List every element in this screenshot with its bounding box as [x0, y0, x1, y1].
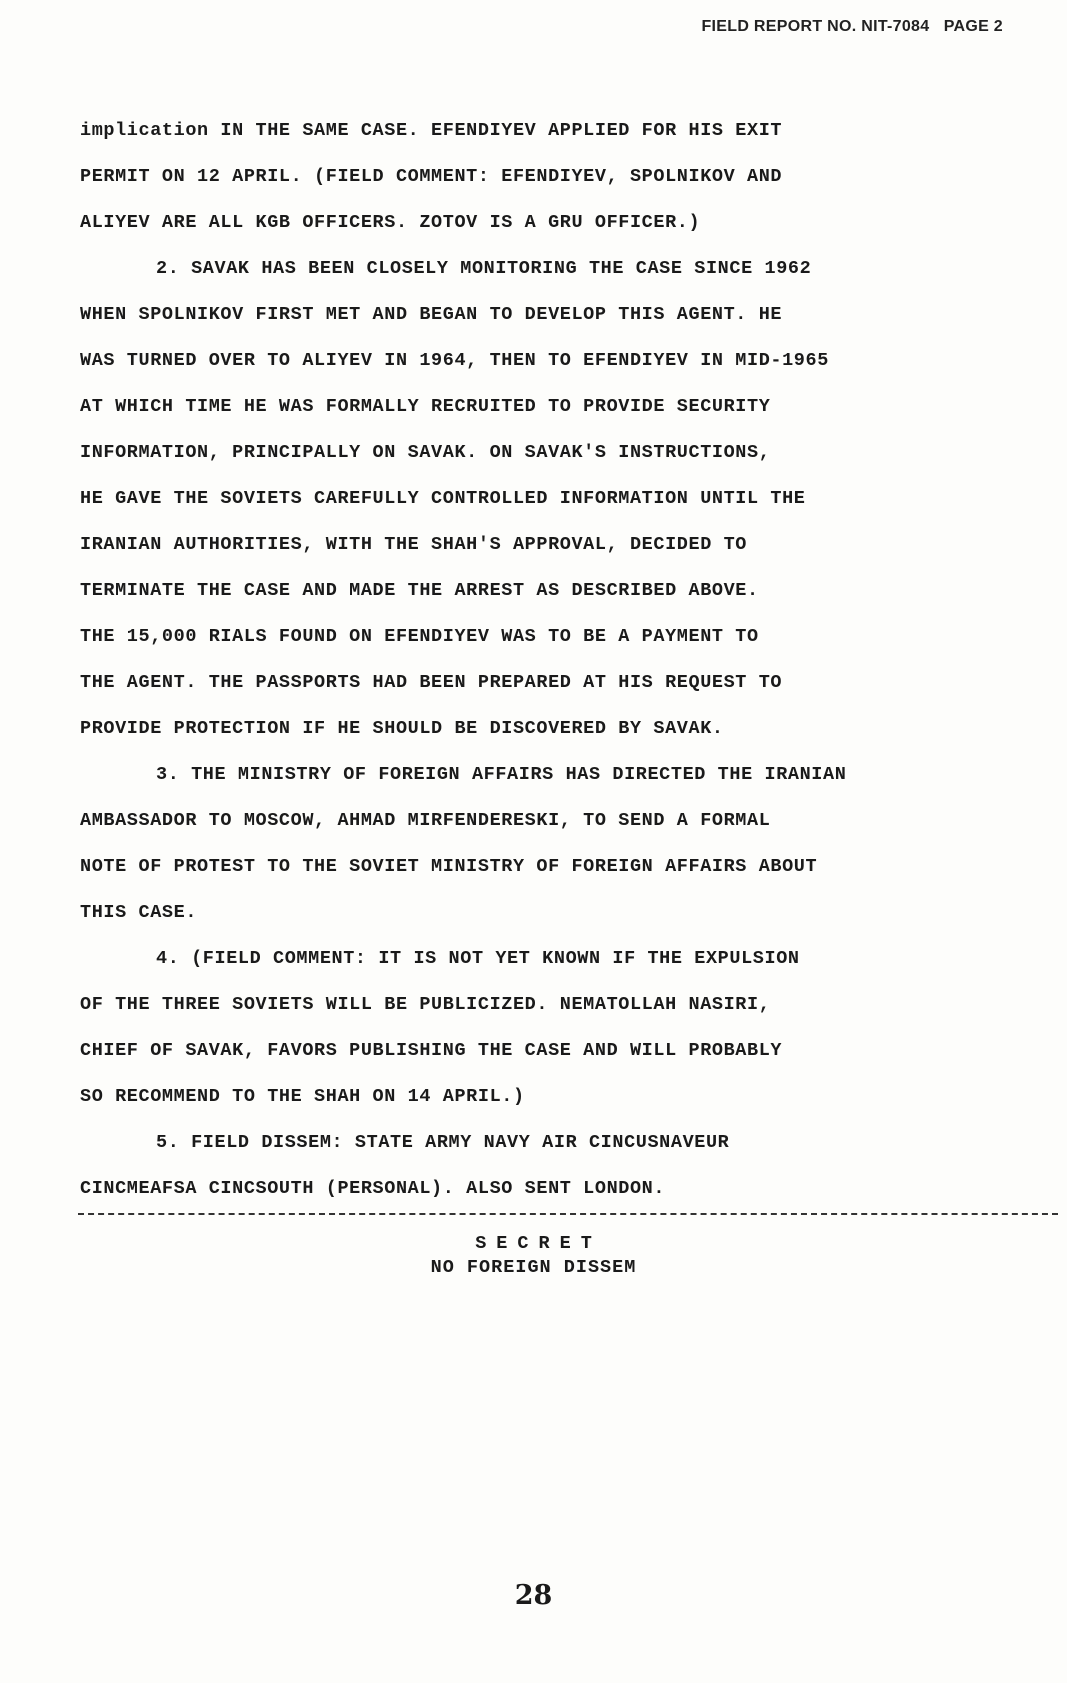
body-line: AMBASSADOR TO MOSCOW, AHMAD MIRFENDERESKI, TO SEND A FORMAL	[80, 810, 771, 831]
divider-rule	[78, 1213, 1058, 1215]
body-line: WHEN SPOLNIKOV FIRST MET AND BEGAN TO DEVELOP THIS AGENT. HE	[80, 304, 783, 325]
body-line: INFORMATION, PRINCIPALLY ON SAVAK. ON SAVAK'S INSTRUCTIONS,	[80, 442, 771, 463]
report-body	[80, 108, 1000, 1212]
body-line: THIS CASE.	[80, 902, 198, 923]
body-line: TERMINATE THE CASE AND MADE THE ARREST AS DESCRIBED ABOVE.	[80, 580, 759, 601]
body-line: CINCMEAFSA CINCSOUTH (PERSONAL). ALSO SENT LONDON.	[80, 1178, 666, 1199]
page-number: 28	[514, 1580, 553, 1611]
body-line: PERMIT ON 12 APRIL. (FIELD COMMENT: EFENDIYEV, SPOLNIKOV AND	[80, 166, 783, 187]
page-label: PAGE 2	[943, 18, 1003, 35]
report-number: FIELD REPORT NO. NIT-7084	[701, 18, 930, 35]
body-line: THE 15,000 RIALS FOUND ON EFENDIYEV WAS TO BE A PAYMENT TO	[80, 626, 759, 647]
body-line: PROVIDE PROTECTION IF HE SHOULD BE DISCOVERED BY SAVAK.	[80, 718, 724, 739]
body-line: HE GAVE THE SOVIETS CAREFULLY CONTROLLED INFORMATION UNTIL THE	[80, 488, 806, 509]
classification-block	[0, 1232, 1067, 1280]
classification-marking: SECRET	[475, 1233, 602, 1254]
body-line: THE AGENT. THE PASSPORTS HAD BEEN PREPARED AT HIS REQUEST TO	[80, 672, 783, 693]
body-line: WAS TURNED OVER TO ALIYEV IN 1964, THEN TO EFENDIYEV IN MID-1965	[80, 350, 829, 371]
paragraph-5-start: 5. FIELD DISSEM: STATE ARMY NAVY AIR CINCUSNAVEUR	[156, 1132, 730, 1153]
report-header	[701, 18, 1003, 36]
body-line: CHIEF OF SAVAK, FAVORS PUBLISHING THE CASE AND WILL PROBABLY	[80, 1040, 783, 1061]
paragraph-3-start: 3. THE MINISTRY OF FOREIGN AFFAIRS HAS DIRECTED THE IRANIAN	[156, 764, 847, 785]
body-line: AT WHICH TIME HE WAS FORMALLY RECRUITED TO PROVIDE SECURITY	[80, 396, 771, 417]
body-line: implication IN THE SAME CASE. EFENDIYEV APPLIED FOR HIS EXIT	[80, 120, 783, 141]
body-line: OF THE THREE SOVIETS WILL BE PUBLICIZED. NEMATOLLAH NASIRI,	[80, 994, 771, 1015]
paragraph-2-start: 2. SAVAK HAS BEEN CLOSELY MONITORING THE CASE SINCE 1962	[156, 258, 812, 279]
body-line: SO RECOMMEND TO THE SHAH ON 14 APRIL.)	[80, 1086, 525, 1107]
body-line: ALIYEV ARE ALL KGB OFFICERS. ZOTOV IS A GRU OFFICER.)	[80, 212, 701, 233]
dissem-control: NO FOREIGN DISSEM	[430, 1257, 637, 1278]
body-line: NOTE OF PROTEST TO THE SOVIET MINISTRY OF FOREIGN AFFAIRS ABOUT	[80, 856, 818, 877]
body-line: IRANIAN AUTHORITIES, WITH THE SHAH'S APPROVAL, DECIDED TO	[80, 534, 748, 555]
paragraph-4-start: 4. (FIELD COMMENT: IT IS NOT YET KNOWN IF THE EXPULSION	[156, 948, 800, 969]
